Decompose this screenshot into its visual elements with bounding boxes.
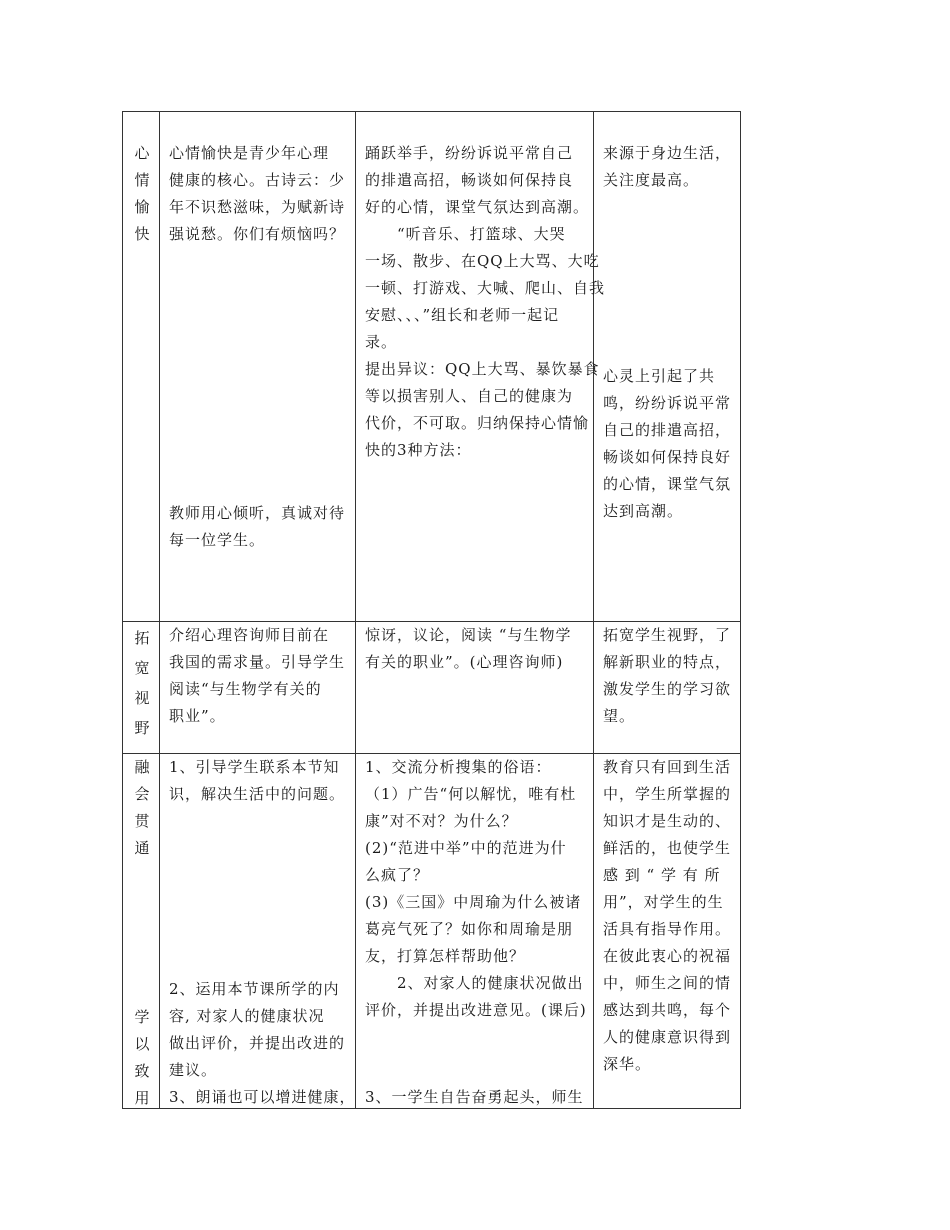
text-line: 一顿、打游戏、大喊、爬山、自我 (365, 279, 606, 297)
text-line: 的排遣高招，畅谈如何保持良 (365, 171, 574, 189)
teacher-activity (169, 622, 353, 730)
text-line: 等以损害别人、自己的健康为 (365, 387, 574, 405)
text-line: 3、一学生自告奋勇起头，师生 (365, 1088, 584, 1106)
text-line: （1）广告“何以解忧，唯有杜 (365, 785, 577, 803)
row-label-char: 心 (134, 144, 150, 162)
text-line: 感 到 “ 学 有 所 (603, 866, 721, 884)
text-line: 2、对家人的健康状况做出 (365, 974, 584, 992)
text-line: 心情愉快是青少年心理 (169, 144, 330, 162)
text-line: 么疯了？ (365, 866, 430, 884)
text-line: 激发学生的学习欲 (603, 680, 732, 698)
text-line: 介绍心理咨询师目前在 (169, 626, 330, 644)
column-divider (159, 112, 160, 1108)
teacher-activity (169, 140, 353, 248)
row-label-char: 情 (134, 171, 150, 189)
row-label-apply (133, 1004, 151, 1112)
text-line: 踊跃举手，纷纷诉说平常自己 (365, 144, 574, 162)
text-line: 强说愁。你们有烦恼吗？ (169, 225, 346, 243)
text-line: 友，打算怎样帮助他？ (365, 947, 526, 965)
text-line: 畅谈如何保持良好 (603, 448, 732, 466)
text-line: 惊讶，议论，阅读 “与生物学 (365, 626, 572, 644)
row-label-broaden (133, 623, 151, 743)
text-line: 快的3种方法： (365, 441, 472, 459)
text-line: 阅读“与生物学有关的 (169, 680, 322, 698)
text-line: 每一位学生。 (169, 531, 266, 549)
student-activity (365, 622, 591, 676)
teacher-activity (169, 754, 353, 808)
row-label-char: 野 (134, 719, 150, 737)
student-activity (365, 754, 591, 1024)
text-line: 关注度最高。 (603, 171, 700, 189)
lesson-table (122, 111, 741, 1109)
text-line: 健康的核心。古诗云：少 (169, 171, 346, 189)
text-line: 1、引导学生联系本节知 (169, 758, 340, 776)
text-line: 达到高潮。 (603, 502, 684, 520)
column-divider (355, 112, 356, 1108)
text-line: 心灵上引起了共 (603, 367, 716, 385)
text-line: 康”对不对？为什么？ (365, 812, 518, 830)
text-line: 建议。 (169, 1061, 218, 1079)
text-line: 职业”。 (169, 707, 226, 725)
text-line: (2)“范进中举”中的范进为什 (365, 839, 567, 857)
text-line: 识，解决生活中的问题。 (169, 785, 346, 803)
row-label-char: 以 (134, 1035, 150, 1053)
text-line: 评价，并提出改进意见。(课后) (365, 1001, 587, 1019)
row-label-char: 快 (134, 225, 150, 243)
text-line: 深华。 (603, 1055, 652, 1073)
student-activity (365, 140, 606, 464)
text-line: 鲜活的，也使学生 (603, 839, 732, 857)
row-label-char: 用 (134, 1089, 150, 1107)
row-label-char: 融 (134, 758, 150, 776)
text-line: 望。 (603, 707, 636, 725)
text-line: 感达到共鸣，每个 (603, 1001, 732, 1019)
text-line: (3)《三国》中周瑜为什么被诸 (365, 893, 582, 911)
row-label-char: 视 (134, 689, 150, 707)
text-line: 在彼此衷心的祝福 (603, 947, 732, 965)
row-label-char: 宽 (134, 659, 150, 677)
text-line: 一场、散步、在QQ上大骂、大吃 (365, 252, 600, 270)
text-line: “听音乐、打篮球、大哭 (365, 225, 566, 243)
text-line: 自己的排遣高招， (603, 421, 732, 439)
row-label-char: 愉 (134, 198, 150, 216)
text-line: 中，学生所掌握的 (603, 785, 732, 803)
text-line: 我国的需求量。引导学生 (169, 653, 346, 671)
row-label-integrate (133, 754, 151, 862)
text-line: 做出评价，并提出改进的 (169, 1034, 346, 1052)
text-line: 代价，不可取。归纳保持心情愉 (365, 414, 590, 432)
text-line: 好的心情，课堂气氛达到高潮。 (365, 198, 590, 216)
text-line: 解新职业的特点， (603, 653, 732, 671)
text-line: 容, 对家人的健康状况 (169, 1007, 325, 1025)
text-line: 录。 (365, 333, 398, 351)
row-label-char: 通 (134, 839, 150, 857)
text-line: 3、朗诵也可以增进健康， (169, 1088, 356, 1106)
text-line: 鸣，纷纷诉说平常 (603, 394, 732, 412)
text-line: 活具有指导作用。 (603, 920, 732, 938)
text-line: 有关的职业”。(心理咨询师) (365, 653, 564, 671)
text-line: 1、交流分析搜集的俗语： (365, 758, 552, 776)
text-line: 中，师生之间的情 (603, 974, 732, 992)
text-line: 来源于身边生活， (603, 144, 732, 162)
text-line: 2、运用本节课所学的内 (169, 980, 340, 998)
design-intent (603, 754, 739, 1078)
text-line: 知识才是生动的、 (603, 812, 732, 830)
student-activity (365, 1084, 591, 1111)
text-line: 拓宽学生视野，了 (603, 626, 732, 644)
row-label-char: 学 (134, 1008, 150, 1026)
row-label-char: 贯 (134, 812, 150, 830)
text-line: 教育只有回到生活 (603, 758, 732, 776)
text-line: 提出异议：QQ上大骂、暴饮暴食 (365, 360, 600, 378)
design-intent (603, 140, 739, 194)
design-intent (603, 622, 739, 730)
text-line: 葛亮气死了？如你和周瑜是朋 (365, 920, 574, 938)
text-line: 年不识愁滋味，为赋新诗 (169, 198, 346, 216)
text-line: 安慰、、、”组长和老师一起记 (365, 306, 560, 324)
row-label-char: 会 (134, 785, 150, 803)
teacher-activity (169, 976, 356, 1111)
text-line: 教师用心倾听，真诚对待 (169, 504, 346, 522)
row-label-char: 拓 (134, 629, 150, 647)
design-intent (603, 363, 739, 525)
text-line: 用”，对学生的生 (603, 893, 724, 911)
text-line: 的心情，课堂气氛 (603, 475, 732, 493)
teacher-activity (169, 500, 353, 554)
row-label-mood (133, 140, 151, 248)
row-label-char: 致 (134, 1062, 150, 1080)
text-line: 人的健康意识得到 (603, 1028, 732, 1046)
